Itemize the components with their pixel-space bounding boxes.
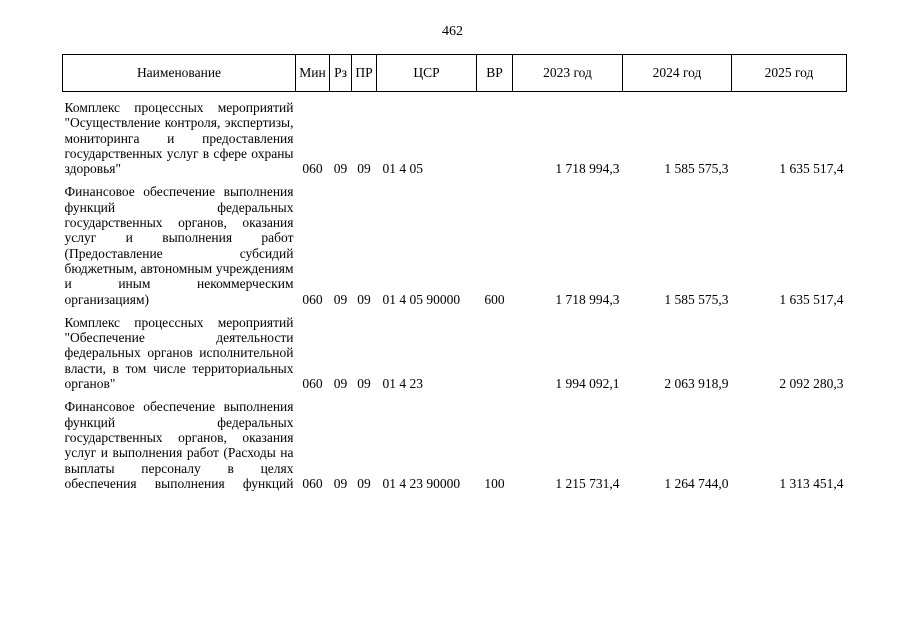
row-csr: 01 4 05 bbox=[382, 161, 423, 177]
table-row bbox=[63, 315, 847, 391]
row-2023: 1 215 731,4 bbox=[555, 475, 620, 491]
row-min: 060 bbox=[302, 475, 323, 491]
row-rz: 09 bbox=[333, 291, 348, 307]
row-min: 060 bbox=[302, 291, 323, 307]
row-name: Финансовое обеспечение выполнения функций федеральных государственных органов, оказания услуг и выполнения работ (Предоставление субсидий бюджетным, автономным учреждениям и иным некоммерческим организациям) bbox=[64, 184, 294, 307]
page-number: 462 bbox=[442, 24, 463, 39]
header-pr: ПР bbox=[352, 55, 377, 92]
row-pr: 09 bbox=[357, 376, 371, 392]
row-vr: 100 bbox=[484, 475, 505, 491]
row-vr bbox=[477, 315, 513, 391]
row-2023: 1 718 994,3 bbox=[555, 161, 620, 177]
header-rz: Рз bbox=[330, 55, 352, 92]
header-2024: 2024 год bbox=[623, 55, 732, 92]
row-2023: 1 718 994,3 bbox=[555, 291, 620, 307]
row-2025: 1 313 451,4 bbox=[779, 475, 844, 491]
header-csr: ЦСР bbox=[377, 55, 477, 92]
header-name: Наименование bbox=[63, 55, 296, 92]
row-rz: 09 bbox=[333, 475, 348, 491]
table-row bbox=[63, 399, 847, 491]
row-rz: 09 bbox=[333, 161, 348, 177]
row-2023: 1 994 092,1 bbox=[555, 376, 620, 392]
row-2025: 1 635 517,4 bbox=[779, 161, 844, 177]
table-header-row bbox=[63, 55, 847, 92]
row-min: 060 bbox=[302, 376, 323, 392]
table-row bbox=[63, 184, 847, 306]
row-csr: 01 4 23 bbox=[382, 376, 423, 392]
budget-table bbox=[62, 54, 847, 491]
row-pr: 09 bbox=[357, 291, 371, 307]
row-2025: 1 635 517,4 bbox=[779, 291, 844, 307]
row-name: Комплекс процессных мероприятий "Обеспечение деятельности федеральных органов исполнительной власти, в том числе территориальных органов" bbox=[64, 314, 294, 392]
row-pr: 09 bbox=[357, 161, 371, 177]
row-name: Финансовое обеспечение выполнения функций федеральных государственных органов, оказания услуг и выполнения работ (Расходы на выплаты персоналу в целях обеспечения выполнения функций bbox=[64, 399, 294, 491]
header-vr: ВР bbox=[477, 55, 513, 92]
row-min: 060 bbox=[302, 161, 323, 177]
header-2025: 2025 год bbox=[732, 55, 847, 92]
row-2025: 2 092 280,3 bbox=[779, 376, 844, 392]
header-2023: 2023 год bbox=[513, 55, 623, 92]
header-min: Мин bbox=[296, 55, 330, 92]
row-pr: 09 bbox=[357, 475, 371, 491]
row-2024: 2 063 918,9 bbox=[664, 376, 729, 392]
row-vr: 600 bbox=[484, 291, 505, 307]
row-2024: 1 264 744,0 bbox=[664, 475, 729, 491]
row-2024: 1 585 575,3 bbox=[664, 291, 729, 307]
row-csr: 01 4 05 90000 bbox=[382, 291, 461, 307]
row-rz: 09 bbox=[333, 376, 348, 392]
row-2024: 1 585 575,3 bbox=[664, 161, 729, 177]
row-name: Комплекс процессных мероприятий "Осуществление контроля, экспертизы, мониторинга и предоставления государственных услуг в сфере охраны здоровья" bbox=[64, 100, 294, 177]
row-csr: 01 4 23 90000 bbox=[382, 475, 461, 491]
table-row bbox=[63, 100, 847, 176]
row-vr bbox=[477, 100, 513, 176]
